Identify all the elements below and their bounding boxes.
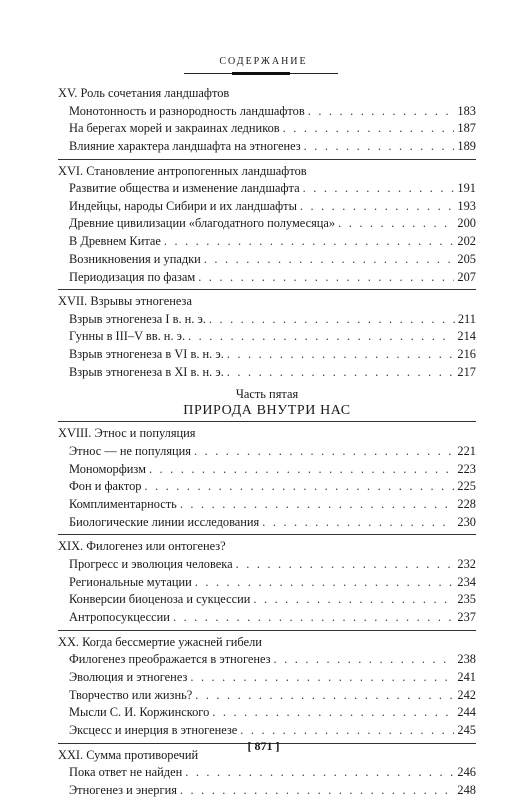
toc-entry[interactable] [58, 311, 476, 329]
entry-title: Монотонность и разнородность ландшафтов [69, 103, 305, 118]
toc-entry[interactable] [58, 609, 476, 627]
table-of-contents [58, 85, 476, 799]
chapter-title: XIX. Филогенез или онтогенез? [58, 539, 226, 554]
toc-entry[interactable] [58, 364, 476, 382]
dot-leader [212, 704, 454, 722]
entry-page-number: 241 [457, 669, 476, 684]
toc-entry[interactable] [58, 514, 476, 532]
entry-page-number: 207 [457, 269, 476, 284]
dot-leader [195, 574, 455, 592]
part-title: ПРИРОДА ВНУТРИ НАС [183, 403, 351, 419]
dot-leader [204, 251, 455, 269]
dot-leader [253, 591, 454, 609]
toc-entry[interactable] [58, 704, 476, 722]
entry-title: На берегах морей и закраинах ледников [69, 121, 280, 136]
entry-title: Этногенез и энергия [69, 782, 177, 797]
entry-page-number: 235 [457, 592, 476, 607]
entry-title: Взрыв этногенеза в VI в. н. э. [69, 347, 224, 362]
toc-entry[interactable] [58, 443, 476, 461]
entry-page-number: 216 [457, 347, 476, 362]
entry-title: Развитие общества и изменение ландшафта [69, 181, 300, 196]
entry-page-number: 234 [457, 574, 476, 589]
toc-entry[interactable] [58, 478, 476, 496]
entry-title: Мономорфизм [69, 461, 146, 476]
dot-leader [262, 514, 454, 532]
dot-leader [190, 669, 454, 687]
toc-entry[interactable] [58, 215, 476, 233]
entry-title: Индейцы, народы Сибири и их ландшафты [69, 198, 297, 213]
entry-title: Фон и фактор [69, 479, 142, 494]
entry-page-number: 237 [457, 609, 476, 624]
entry-page-number: 248 [457, 782, 476, 797]
chapter-divider [58, 289, 476, 290]
dot-leader [274, 651, 455, 669]
chapter-title: XVIII. Этнос и популяция [58, 426, 196, 441]
entry-title: Гунны в III–V вв. н. э. [69, 329, 186, 344]
part-divider [58, 421, 476, 422]
dot-leader [209, 311, 455, 329]
dot-leader [180, 496, 455, 514]
dot-leader [173, 609, 454, 627]
entry-page-number: 223 [457, 461, 476, 476]
header-rule-accent [232, 72, 290, 75]
chapter-divider [58, 630, 476, 631]
entry-page-number: 230 [457, 514, 476, 529]
chapter-title: XVII. Взрывы этногенеза [58, 294, 192, 309]
toc-entry[interactable] [58, 722, 476, 740]
dot-leader [180, 782, 455, 800]
dot-leader [338, 215, 454, 233]
toc-entry[interactable] [58, 764, 476, 782]
dot-leader [144, 478, 454, 496]
entry-page-number: 228 [457, 497, 476, 511]
toc-entry[interactable] [58, 687, 476, 705]
entry-page-number: 189 [457, 138, 476, 153]
page-number: [ 871 ] [247, 739, 280, 753]
dot-leader [185, 764, 454, 782]
toc-entry[interactable] [58, 198, 476, 216]
entry-page-number: 238 [457, 652, 476, 667]
toc-entry[interactable] [58, 328, 476, 346]
toc-entry[interactable] [58, 651, 476, 669]
part-label: Часть пятая [235, 387, 299, 402]
dot-leader [194, 443, 454, 461]
toc-entry[interactable] [58, 138, 476, 156]
entry-title: В Древнем Китае [69, 234, 161, 249]
running-header: СОДЕРЖАНИЕ [219, 56, 308, 67]
entry-page-number: 187 [457, 121, 476, 136]
entry-page-number: 225 [457, 479, 476, 494]
entry-title: Взрыв этногенеза в XI в. н. э. [69, 364, 224, 379]
entry-page-number: 244 [457, 705, 476, 720]
chapters-before-part [58, 85, 476, 381]
entry-page-number: 214 [457, 329, 476, 344]
toc-entry[interactable] [58, 461, 476, 479]
toc-entry[interactable] [58, 269, 476, 287]
entry-title: Антропосукцессии [69, 609, 170, 624]
dot-leader [149, 461, 454, 479]
toc-entry[interactable] [58, 180, 476, 198]
dot-leader [188, 328, 454, 346]
entry-title: Периодизация по фазам [69, 269, 196, 284]
entry-page-number: 242 [457, 687, 476, 702]
dot-leader [240, 722, 454, 740]
entry-title: Взрыв этногенеза I в. н. э. [69, 311, 206, 326]
dot-leader [195, 687, 454, 705]
entry-title: Региональные мутации [69, 574, 192, 589]
entry-page-number: 191 [457, 181, 476, 196]
toc-entry[interactable] [58, 496, 476, 514]
entry-title: Биологические линии исследования [69, 514, 260, 529]
entry-page-number: 221 [457, 443, 476, 458]
chapter-title: XVI. Становление антропогенных ландшафтов [58, 163, 307, 178]
dot-leader [227, 346, 455, 364]
chapter-title: XV. Роль сочетания ландшафтов [58, 86, 230, 100]
entry-title: Возникновения и упадки [69, 251, 201, 266]
entry-page-number: 217 [457, 364, 476, 379]
dot-leader [304, 138, 455, 156]
entry-title: Эксцесс и инерция в этногенезе [69, 722, 238, 737]
entry-page-number: 205 [457, 251, 476, 266]
toc-entry[interactable] [58, 782, 476, 800]
dot-leader [283, 120, 455, 138]
entry-title: Филогенез преображается в этногенез [69, 652, 271, 667]
toc-entry[interactable] [58, 556, 476, 574]
chapter-title: XX. Когда бессмертие ужасней гибели [58, 634, 262, 649]
entry-page-number: 193 [457, 198, 476, 213]
dot-leader [303, 180, 455, 198]
toc-entry[interactable] [58, 233, 476, 251]
toc-entry[interactable] [58, 669, 476, 687]
chapter-divider [58, 534, 476, 535]
chapter-divider [58, 159, 476, 160]
entry-page-number: 200 [457, 216, 476, 231]
entry-title: Эволюция и этногенез [69, 669, 188, 684]
entry-page-number: 211 [457, 311, 476, 326]
toc-entry[interactable] [58, 346, 476, 364]
toc-entry[interactable] [58, 591, 476, 609]
toc-entry[interactable] [58, 103, 476, 121]
entry-page-number: 245 [457, 722, 476, 737]
entry-title: Древние цивилизации «благодатного полумесяца» [69, 216, 336, 231]
dot-leader [198, 269, 454, 287]
dot-leader [308, 103, 455, 121]
entry-title: Влияние характера ландшафта на этногенез [69, 138, 301, 153]
toc-entry[interactable] [58, 120, 476, 138]
part-heading [58, 387, 476, 419]
dot-leader [227, 364, 455, 382]
dot-leader [236, 556, 455, 574]
dot-leader [164, 233, 455, 251]
entry-title: Этнос — не популяция [69, 443, 191, 458]
entry-page-number: 202 [457, 234, 476, 249]
entry-title: Комплиментарность [69, 497, 177, 511]
toc-entry[interactable] [58, 251, 476, 269]
dot-leader [300, 198, 455, 216]
toc-entry[interactable] [58, 574, 476, 592]
entry-title: Прогресс и эволюция человека [69, 556, 233, 571]
chapter-title: XXI. Сумма противоречий [58, 747, 199, 762]
entry-title: Творчество или жизнь? [69, 687, 193, 702]
entry-title: Пока ответ не найден [69, 765, 183, 780]
entry-title: Мысли С. И. Коржинского [69, 705, 210, 720]
entry-page-number: 232 [457, 556, 476, 571]
entry-page-number: 246 [457, 765, 476, 780]
entry-title: Конверсии биоценоза и сукцессии [69, 592, 251, 607]
entry-page-number: 183 [457, 103, 476, 118]
